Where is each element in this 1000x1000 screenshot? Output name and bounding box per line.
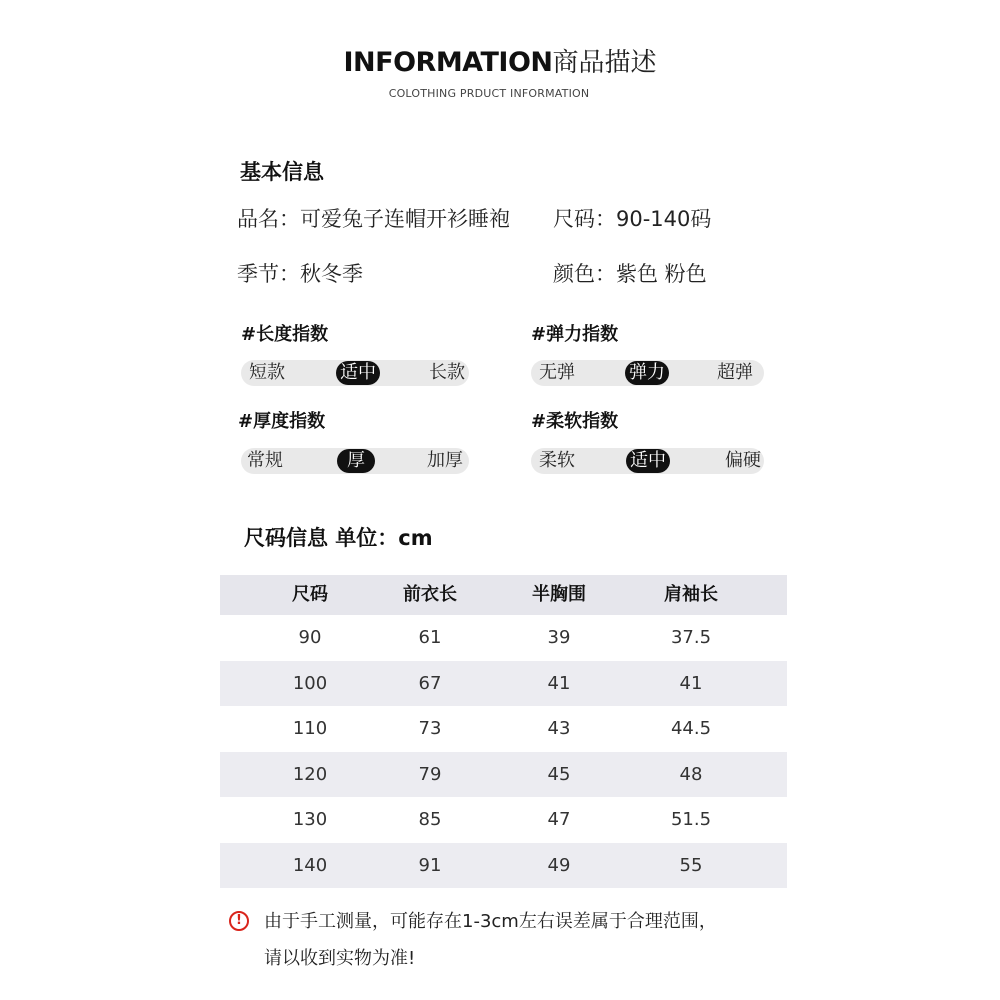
table-cell: 43 [547, 718, 571, 739]
thickness-index-scale [241, 448, 469, 474]
thickness-index-title: #厚度指数 [238, 411, 326, 432]
table-header-row [220, 575, 787, 615]
warning-icon: ! [229, 911, 249, 931]
table-row [220, 706, 787, 752]
product-size-range: 尺码：90-140码 [553, 207, 712, 231]
title-english: INFORMATION [343, 47, 553, 78]
table-row [220, 615, 787, 661]
table-cell: 49 [547, 854, 571, 876]
thickness-option-extra: 加厚 [427, 450, 463, 471]
title-chinese: 商品描述 [552, 48, 657, 78]
table-cell: 44.5 [670, 718, 712, 739]
length-option-long: 长款 [429, 362, 465, 383]
elasticity-index-scale [531, 360, 764, 386]
table-cell: 47 [547, 809, 571, 830]
table-cell: 48 [679, 763, 703, 785]
table-cell: 51.5 [670, 809, 712, 830]
thickness-option-selected: 厚 [337, 449, 375, 473]
column-header: 前衣长 [403, 584, 457, 605]
table-cell: 100 [292, 672, 328, 694]
table-cell: 45 [547, 763, 571, 785]
table-row [220, 752, 787, 798]
elasticity-option-none: 无弹 [539, 362, 575, 383]
softness-option-hard: 偏硬 [725, 450, 761, 471]
column-header: 肩袖长 [664, 584, 718, 605]
column-header: 尺码 [292, 584, 328, 605]
table-cell: 85 [418, 809, 442, 830]
table-row [220, 843, 787, 889]
table-cell: 110 [292, 718, 328, 739]
table-cell: 73 [418, 718, 442, 739]
table-cell: 140 [292, 854, 328, 876]
length-index-title: #长度指数 [241, 324, 329, 345]
page-title [0, 42, 1000, 79]
measurement-note-line1: 由于手工测量，可能存在1-3cm左右误差属于合理范围， [264, 911, 717, 932]
product-season: 季节：秋冬季 [237, 262, 363, 286]
table-row [220, 797, 787, 843]
thickness-option-regular: 常规 [247, 450, 283, 471]
product-name: 品名：可爱兔子连帽开衫睡袍 [237, 207, 510, 231]
measurement-note-line2: 请以收到实物为准! [264, 948, 416, 969]
column-header: 半胸围 [532, 584, 586, 605]
length-option-short: 短款 [249, 362, 285, 383]
table-cell: 41 [547, 672, 571, 694]
table-cell: 120 [292, 763, 328, 785]
table-cell: 91 [418, 854, 442, 876]
basic-info-heading: 基本信息 [240, 160, 324, 184]
length-option-selected: 适中 [336, 361, 380, 385]
length-index-scale [241, 360, 469, 386]
size-table [220, 575, 787, 888]
table-cell: 79 [418, 763, 442, 785]
table-cell: 130 [292, 809, 328, 830]
table-cell: 61 [418, 627, 442, 648]
table-cell: 90 [298, 627, 322, 648]
elasticity-option-selected: 弹力 [625, 361, 669, 385]
table-cell: 67 [418, 672, 442, 694]
softness-option-selected: 适中 [626, 449, 670, 473]
product-colors: 颜色：紫色 粉色 [553, 262, 707, 286]
softness-option-soft: 柔软 [539, 450, 575, 471]
elasticity-option-super: 超弹 [717, 362, 753, 383]
size-table-heading: 尺码信息 单位：cm [244, 526, 433, 550]
table-cell: 39 [547, 627, 571, 648]
elasticity-index-title: #弹力指数 [531, 324, 619, 345]
softness-index-scale [531, 448, 764, 474]
table-cell: 55 [679, 854, 703, 876]
softness-index-title: #柔软指数 [531, 411, 619, 432]
table-row [220, 661, 787, 707]
table-cell: 41 [679, 672, 703, 694]
table-cell: 37.5 [670, 627, 712, 648]
page-subtitle: COLOTHING PRDUCT INFORMATION [388, 87, 590, 100]
